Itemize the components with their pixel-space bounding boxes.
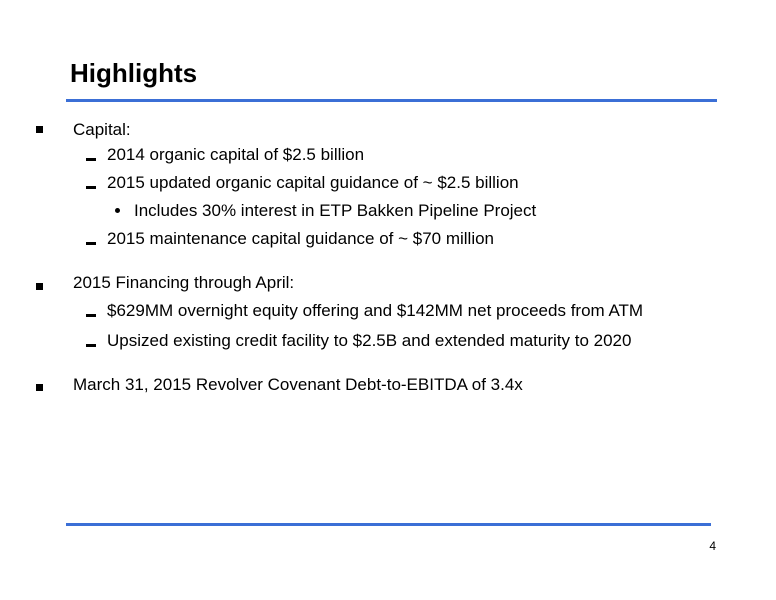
bullet-text: March 31, 2015 Revolver Covenant Debt-to-EBITDA of 3.4x [73,375,523,394]
bullet-dash-icon [86,186,96,189]
bullet-dash-icon [86,158,96,161]
footer-divider [66,523,711,526]
bullet-dash-icon [86,344,96,347]
sub-bullet-text: 2015 updated organic capital guidance of ~ $2.5 billion [107,173,519,192]
title-divider [66,99,717,102]
sub-bullet-text: $629MM overnight equity offering and $142MM net proceeds from ATM [107,301,644,320]
bullet-square-icon [36,283,43,290]
bullet-dot-icon [115,208,120,213]
bullet-dash-icon [86,314,96,317]
sub-sub-bullet-text: Includes 30% interest in ETP Bakken Pipeline Project [134,201,537,220]
sub-bullet-text: 2015 maintenance capital guidance of ~ $70 million [107,229,495,248]
bullet-dash-icon [86,242,96,245]
bullet-text: 2015 Financing through April: [73,273,295,292]
sub-bullet-text: Upsized existing credit facility to $2.5B and extended maturity to 2020 [107,331,632,350]
bullet-text: Capital: [73,120,131,139]
page-number: 4 [709,539,716,553]
sub-bullet-text: 2014 organic capital of $2.5 billion [107,145,365,164]
slide-title: Highlights [70,58,198,88]
bullet-square-icon [36,384,43,391]
bullet-square-icon [36,126,43,133]
